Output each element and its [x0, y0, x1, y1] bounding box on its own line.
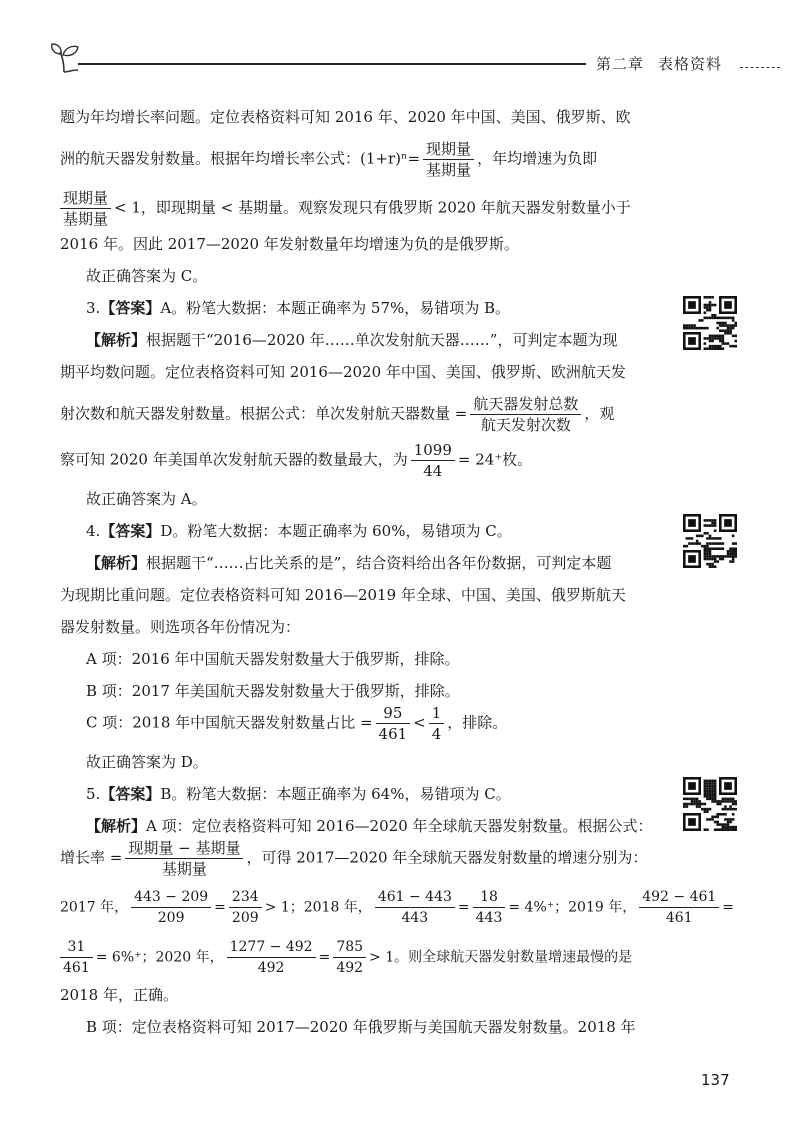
question-number: 3.: [86, 299, 101, 317]
denominator: 航天发射次数: [480, 416, 571, 434]
text-line: 故正确答案为 C。: [86, 267, 208, 285]
qr-code-graphic: [683, 777, 737, 831]
fraction: [60, 188, 111, 229]
text-span: =: [722, 899, 735, 916]
qr-code-graphic: [683, 296, 737, 350]
text-line: [60, 887, 734, 928]
denominator: 461: [63, 960, 90, 976]
numerator: 航天器发射总数: [470, 394, 581, 415]
fraction: [60, 937, 93, 978]
text-span: < 1，即现期量 < 基期量。观察发现只有俄罗斯 2020 年航天器发射数量小于: [114, 198, 631, 217]
answer-label: 【答案】: [100, 522, 161, 540]
qr-code-graphic: [683, 514, 737, 568]
text-span: = 4%⁺；2019 年，: [508, 899, 637, 916]
denominator: 209: [231, 910, 259, 926]
header-dashes: [740, 67, 780, 68]
text-span: =: [457, 899, 470, 916]
numerator: 785: [333, 937, 366, 958]
denominator: 492: [336, 960, 364, 976]
text-span: ，可得 2017—2020 年全球航天器发射数量的增速分别为：: [246, 848, 648, 867]
text-line: [86, 703, 507, 744]
answer-line-q3: [86, 297, 510, 319]
fraction: [473, 887, 506, 928]
text-span: 察可知 2020 年美国单次发射航天器的数量最大，为: [60, 450, 408, 469]
text-line: 期平均数问题。定位表格资料可知 2016—2020 年中国、美国、俄罗斯、欧洲航天发: [60, 363, 626, 381]
numerator: 现期量: [423, 139, 474, 160]
text-line: 题为年均增长率问题。定位表格资料可知 2016 年、2020 年中国、美国、俄罗斯、欧: [60, 108, 631, 126]
denominator: 基期量: [63, 210, 109, 228]
denominator: 209: [157, 910, 185, 926]
fraction: [125, 838, 243, 879]
denominator: 461: [378, 725, 408, 743]
fraction: [229, 887, 262, 928]
question-number: 4.: [86, 522, 101, 540]
text-line: [60, 188, 631, 229]
analysis-line: [86, 329, 617, 351]
numerator: 31: [60, 937, 93, 958]
text-line: B 项：2017 年美国航天器发射数量大于俄罗斯，排除。: [86, 682, 460, 700]
numerator: 1277 − 492: [227, 937, 316, 958]
fraction: [227, 937, 316, 978]
fraction: [376, 703, 411, 744]
qr-code-icon[interactable]: [683, 296, 737, 350]
text-line: B 项：定位表格资料可知 2017—2020 年俄罗斯与美国航天器发射数量。2018 年: [86, 1018, 636, 1036]
fraction: [639, 887, 719, 928]
numerator: 492 − 461: [639, 887, 719, 908]
qr-code-icon[interactable]: [683, 514, 737, 568]
numerator: 现期量: [60, 188, 111, 209]
text-line: A 项：2016 年中国航天器发射数量大于俄罗斯，排除。: [86, 650, 460, 668]
numerator: 18: [473, 887, 506, 908]
text-span: 增长率 =: [60, 848, 123, 867]
denominator: 4: [431, 725, 442, 743]
text-span: B。粉笔大数据：本题正确率为 64%，易错项为 C。: [160, 785, 511, 803]
denominator: 基期量: [161, 860, 207, 878]
analysis-label: 【解析】: [86, 817, 147, 835]
text-span: > 1；2018 年，: [264, 899, 372, 916]
denominator: 492: [257, 960, 285, 976]
text-line: [60, 937, 632, 978]
text-span: = 24⁺枚。: [457, 450, 533, 469]
fraction: [429, 703, 445, 744]
text-span: 洲的航天器发射数量。根据年均增长率公式：(1+r)ⁿ=: [60, 149, 421, 168]
text-span: ，观: [584, 404, 615, 423]
denominator: 461: [665, 910, 693, 926]
header-rule: [78, 63, 586, 65]
question-number: 5.: [86, 785, 101, 803]
text-line: 为现期比重问题。定位表格资料可知 2016—2019 年全球、中国、美国、俄罗斯航天: [60, 586, 626, 604]
fraction: [470, 394, 581, 435]
text-line: 故正确答案为 D。: [86, 753, 208, 771]
text-span: ，年均增速为负即: [477, 149, 598, 168]
text-line: [60, 394, 614, 435]
numerator: 443 − 209: [131, 887, 211, 908]
text-line: 2018 年，正确。: [60, 986, 178, 1004]
answer-label: 【答案】: [100, 785, 161, 803]
answer-label: 【答案】: [100, 299, 161, 317]
text-line: [60, 139, 597, 180]
page-number: 137: [701, 1071, 730, 1089]
section-label: 表格资料: [658, 55, 723, 73]
text-span: <: [413, 713, 426, 732]
running-header: [596, 53, 722, 74]
text-span: 射次数和航天器发射数量。根据公式：单次发射航天器数量 =: [60, 404, 468, 423]
chapter-label: 第二章: [596, 55, 645, 73]
numerator: 1099: [411, 440, 455, 461]
fraction: [333, 937, 366, 978]
text-span: 2017 年，: [60, 899, 129, 916]
fraction: [375, 887, 455, 928]
numerator: 1: [429, 703, 445, 724]
text-span: 根据题干“……占比关系的是”，结合资料给出各年份数据，可判定本题: [146, 554, 612, 572]
analysis-label: 【解析】: [86, 554, 147, 572]
denominator: 443: [401, 910, 429, 926]
analysis-line: [86, 552, 611, 574]
analysis-label: 【解析】: [86, 331, 147, 349]
numerator: 现期量 − 基期量: [125, 838, 243, 859]
text-span: = 6%⁺；2020 年，: [95, 949, 224, 966]
numerator: 95: [376, 703, 411, 724]
answer-line-q4: [86, 520, 512, 542]
text-line: [60, 838, 647, 879]
text-span: A 项：定位表格资料可知 2016—2020 年全球航天器发射数量。根据公式：: [146, 817, 653, 835]
text-span: =: [318, 949, 331, 966]
analysis-line: [86, 815, 653, 837]
text-span: > 1。则全球航天器发射数量增速最慢的是: [369, 949, 633, 966]
qr-code-icon[interactable]: [683, 777, 737, 831]
text-span: =: [214, 899, 226, 916]
text-span: C 项：2018 年中国航天器发射数量占比 =: [86, 713, 373, 732]
text-line: 器发射数量。则选项各年份情况为：: [60, 618, 301, 636]
sprout-icon: [48, 40, 82, 74]
fraction: [131, 887, 211, 928]
text-line: 故正确答案为 A。: [86, 490, 207, 508]
numerator: 461 − 443: [375, 887, 455, 908]
fraction: [411, 440, 455, 481]
denominator: 443: [475, 910, 503, 926]
denominator: 基期量: [426, 161, 472, 179]
numerator: 234: [229, 887, 262, 908]
text-line: [60, 440, 532, 481]
answer-line-q5: [86, 783, 511, 805]
text-span: ，排除。: [447, 713, 508, 732]
text-span: A。粉笔大数据：本题正确率为 57%，易错项为 B。: [160, 299, 511, 317]
text-span: D。粉笔大数据：本题正确率为 60%，易错项为 C。: [160, 522, 512, 540]
fraction: [423, 139, 474, 180]
text-span: 根据题干“2016—2020 年……单次发射航天器……”，可判定本题为现: [146, 331, 618, 349]
denominator: 44: [423, 462, 443, 480]
text-line: 2016 年。因此 2017—2020 年发射数量年均增速为负的是俄罗斯。: [60, 235, 519, 253]
